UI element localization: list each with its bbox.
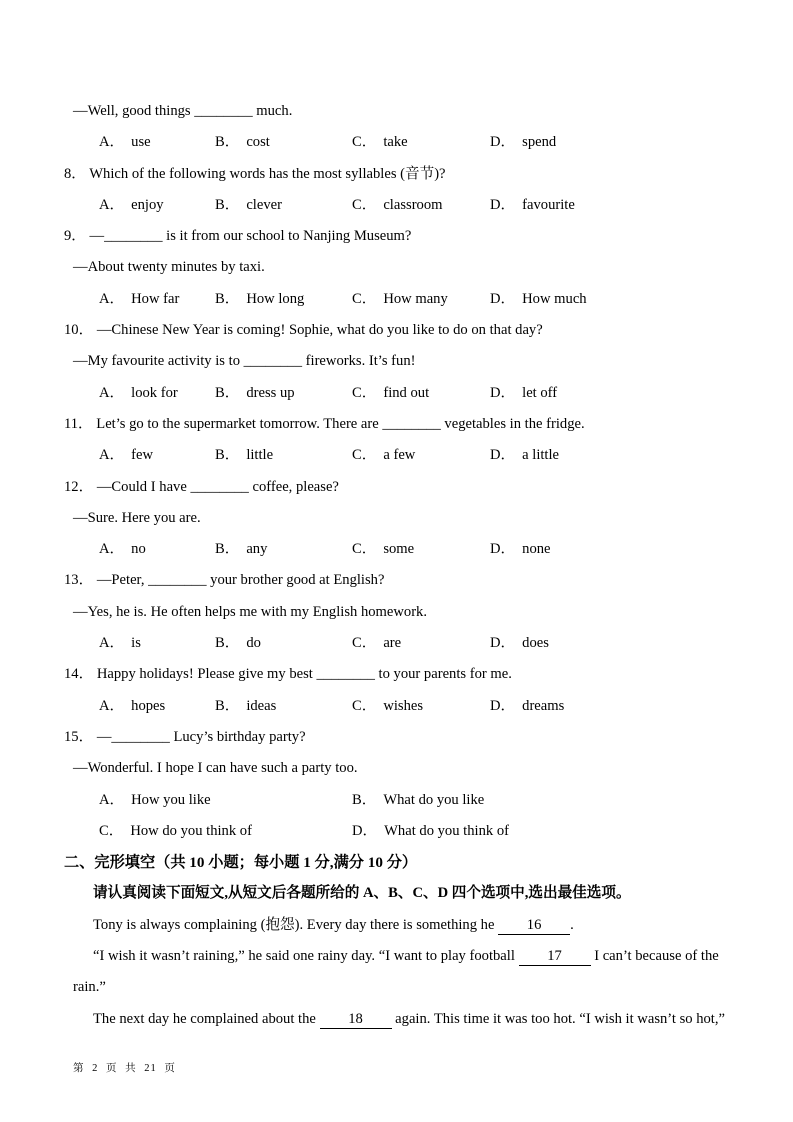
option-text: How many	[383, 290, 448, 307]
numbered-blank: 17	[519, 948, 591, 966]
option-text: favourite	[522, 196, 575, 213]
option-d	[490, 628, 549, 659]
option-text: some	[383, 541, 415, 558]
text-segment: Tony is always complaining (抱怨). Every day there is something he	[93, 916, 499, 933]
option-a	[99, 785, 211, 816]
option-c	[352, 691, 423, 722]
option-b	[215, 534, 267, 565]
option-text: ideas	[246, 697, 277, 714]
text-segment: The next day he complained about the	[93, 1010, 320, 1027]
option-letter: D．	[490, 384, 516, 401]
text-segment: I can’t because of the	[590, 948, 719, 965]
options-row	[0, 127, 793, 158]
option-text: none	[522, 541, 551, 558]
option-text: How long	[246, 290, 305, 307]
question-line	[0, 659, 793, 690]
numbered-blank: 16	[498, 917, 570, 935]
option-text: do	[246, 635, 261, 652]
options-row	[0, 284, 793, 315]
option-letter: A．	[99, 290, 125, 307]
option-letter: C．	[352, 384, 377, 401]
option-letter: C．	[352, 635, 377, 652]
option-c	[352, 190, 443, 221]
options-row	[0, 785, 793, 816]
option-text: How far	[131, 290, 180, 307]
option-b	[352, 785, 484, 816]
text-segment: 11． Let’s go to the supermarket tomorrow. There are ________ vegetables in the fridge.	[64, 415, 585, 432]
option-c	[352, 127, 408, 158]
option-text: spend	[522, 134, 557, 151]
option-a	[99, 628, 141, 659]
options-row	[0, 628, 793, 659]
question-line	[0, 409, 793, 440]
option-text: a little	[522, 447, 560, 464]
option-text: How you like	[131, 791, 211, 808]
text-segment: .	[570, 916, 574, 933]
option-d	[490, 127, 556, 158]
text-segment: again. This time it was too hot. “I wish it wasn’t so hot,”	[391, 1010, 725, 1027]
option-text: little	[246, 447, 274, 464]
options-row	[0, 534, 793, 565]
option-c	[352, 378, 429, 409]
text-segment: 9． —________ is it from our school to Nanjing Museum?	[64, 228, 412, 245]
option-d	[490, 440, 559, 471]
option-letter: D．	[490, 196, 516, 213]
options-row	[0, 691, 793, 722]
option-letter: B．	[215, 196, 240, 213]
option-text: does	[522, 635, 549, 652]
option-text: What do you like	[383, 791, 485, 808]
text-segment: —Well, good things ________ much.	[73, 103, 293, 119]
option-letter: B．	[215, 447, 240, 464]
option-d	[352, 816, 509, 847]
option-letter: D．	[490, 447, 516, 464]
section-header	[0, 847, 793, 878]
option-letter: C．	[352, 697, 377, 714]
option-letter: D．	[352, 822, 378, 839]
option-letter: B．	[215, 635, 240, 652]
options-row	[0, 190, 793, 221]
page-footer: 第 2 页 共 21 页	[73, 1063, 176, 1074]
text-segment: 请认真阅读下面短文,从短文后各题所给的 A、B、C、D 四个选项中,选出最佳选项。	[93, 885, 631, 902]
options-row	[0, 378, 793, 409]
option-letter: C．	[99, 822, 124, 839]
option-text: take	[383, 134, 408, 151]
option-text: How much	[522, 290, 587, 307]
option-text: no	[131, 541, 146, 558]
text-segment: —Yes, he is. He often helps me with my English homework.	[73, 603, 428, 620]
option-text: let off	[522, 384, 558, 401]
dialogue-line	[0, 753, 793, 784]
text-segment: —About twenty minutes by taxi.	[73, 259, 265, 276]
question-line	[0, 472, 793, 503]
text-segment: —My favourite activity is to ________ fireworks. It’s fun!	[73, 353, 416, 370]
question-line	[0, 722, 793, 753]
option-text: few	[131, 447, 154, 464]
option-text: clever	[246, 196, 282, 213]
option-d	[490, 284, 587, 315]
option-letter: C．	[352, 134, 377, 151]
question-line	[0, 315, 793, 346]
option-letter: D．	[490, 697, 516, 714]
option-b	[215, 628, 261, 659]
option-letter: A．	[99, 196, 125, 213]
option-letter: A．	[99, 635, 125, 652]
passage-line	[0, 910, 793, 941]
option-letter: B．	[352, 791, 377, 808]
option-text: look for	[131, 384, 178, 401]
option-letter: B．	[215, 697, 240, 714]
text-segment: —Sure. Here you are.	[73, 509, 201, 526]
option-letter: A．	[99, 697, 125, 714]
option-a	[99, 190, 164, 221]
option-c	[352, 284, 448, 315]
numbered-blank: 18	[320, 1011, 392, 1029]
text-segment: —Wonderful. I hope I can have such a party too.	[73, 760, 358, 777]
dialogue-line	[0, 597, 793, 628]
option-d	[490, 378, 557, 409]
dialogue-line	[0, 96, 793, 127]
option-text: find out	[383, 384, 430, 401]
text-segment: “I wish it wasn’t raining,” he said one rainy day. “I want to play football	[93, 948, 519, 965]
dialogue-line	[0, 346, 793, 377]
option-letter: B．	[215, 541, 240, 558]
dialogue-line	[0, 972, 793, 1003]
option-letter: D．	[490, 635, 516, 652]
text-segment: 二、完形填空（共 10 小题；每小题 1 分,满分 10 分）	[64, 854, 418, 872]
option-letter: A．	[99, 134, 125, 151]
text-segment: 13． —Peter, ________ your brother good at English?	[64, 572, 385, 589]
text-segment: rain.”	[73, 979, 106, 996]
option-letter: C．	[352, 447, 377, 464]
option-b	[215, 378, 295, 409]
option-text: dress up	[246, 384, 295, 401]
question-line	[0, 565, 793, 596]
option-b	[215, 127, 270, 158]
options-row	[0, 440, 793, 471]
option-text: is	[131, 635, 141, 652]
option-a	[99, 691, 165, 722]
option-c	[352, 628, 401, 659]
question-line	[0, 221, 793, 252]
passage-line	[0, 1004, 793, 1035]
option-text: are	[383, 635, 402, 652]
option-letter: C．	[352, 196, 377, 213]
option-letter: B．	[215, 290, 240, 307]
option-text: How do you think of	[130, 822, 252, 839]
option-a	[99, 127, 151, 158]
option-c	[352, 534, 414, 565]
option-c	[99, 816, 252, 847]
option-d	[490, 190, 575, 221]
dialogue-line	[0, 503, 793, 534]
option-text: hopes	[131, 697, 166, 714]
option-text: classroom	[383, 196, 443, 213]
text-segment: 15． —________ Lucy’s birthday party?	[64, 728, 306, 745]
option-letter: C．	[352, 290, 377, 307]
option-text: cost	[246, 134, 270, 151]
option-b	[215, 190, 282, 221]
option-letter: C．	[352, 541, 377, 558]
option-letter: D．	[490, 541, 516, 558]
option-a	[99, 440, 153, 471]
option-d	[490, 691, 564, 722]
dialogue-line	[0, 252, 793, 283]
option-letter: D．	[490, 290, 516, 307]
section-instructions	[0, 878, 793, 909]
option-d	[490, 534, 551, 565]
option-letter: A．	[99, 384, 125, 401]
option-letter: A．	[99, 447, 125, 464]
option-text: any	[246, 541, 268, 558]
text-segment: 8． Which of the following words has the most syllables (音节)?	[64, 165, 446, 182]
option-text: wishes	[383, 697, 424, 714]
passage-line	[0, 941, 793, 972]
option-text: use	[131, 134, 151, 151]
option-a	[99, 284, 179, 315]
option-b	[215, 284, 304, 315]
option-letter: B．	[215, 384, 240, 401]
option-text: dreams	[522, 697, 565, 714]
option-text: What do you think of	[384, 822, 509, 839]
option-letter: D．	[490, 134, 516, 151]
page-content	[0, 96, 793, 1035]
option-text: enjoy	[131, 196, 164, 213]
options-row	[0, 816, 793, 847]
text-segment: 12． —Could I have ________ coffee, please?	[64, 478, 339, 495]
option-letter: A．	[99, 541, 125, 558]
option-text: a few	[383, 447, 416, 464]
option-a	[99, 378, 178, 409]
option-letter: A．	[99, 791, 125, 808]
option-c	[352, 440, 415, 471]
text-segment: 14． Happy holidays! Please give my best ________ to your parents for me.	[64, 666, 512, 683]
option-a	[99, 534, 146, 565]
option-b	[215, 440, 273, 471]
option-b	[215, 691, 276, 722]
text-segment: 10． —Chinese New Year is coming! Sophie, what do you like to do on that day?	[64, 322, 543, 339]
question-line	[0, 159, 793, 190]
option-letter: B．	[215, 134, 240, 151]
